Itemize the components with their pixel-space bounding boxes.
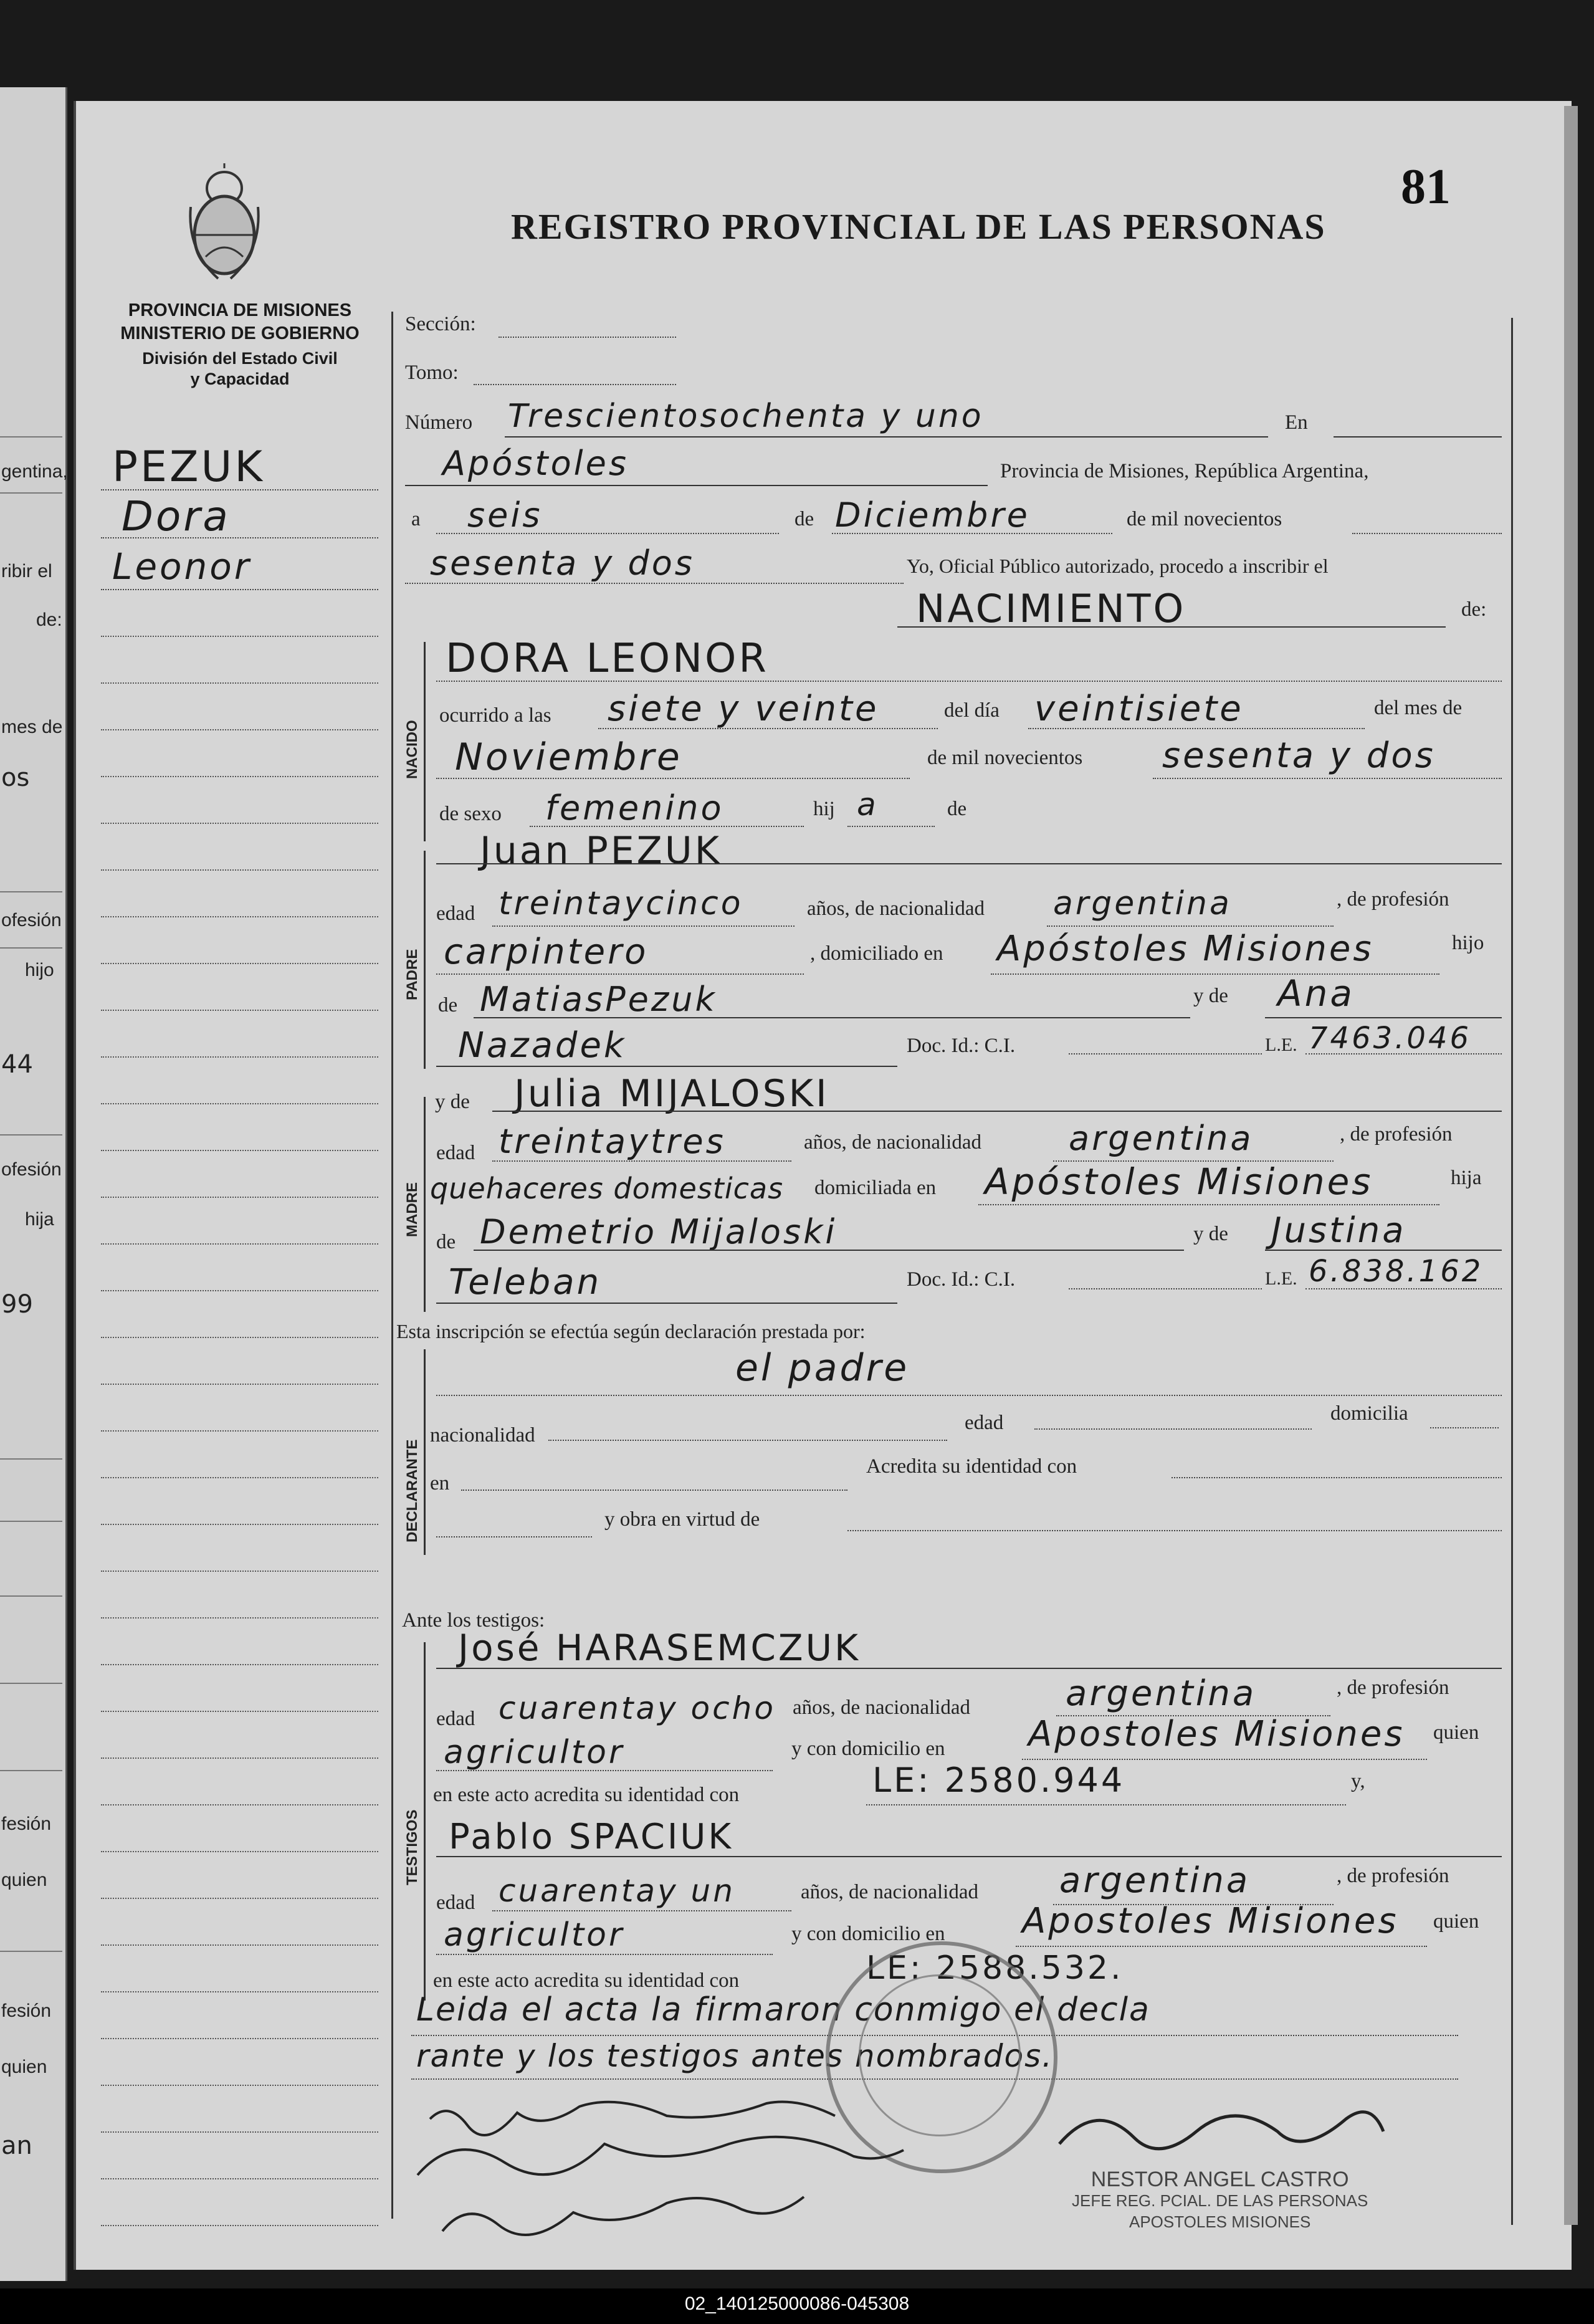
madre-padre-value: Demetrio Mijaloski [480,1212,838,1251]
form-left-border [391,312,393,2219]
stamp-officer-name: NESTOR ANGEL CASTRO [1091,2168,1349,2191]
madre-prof-value: quehaceres domesticas [430,1172,784,1205]
sexo-label: de sexo [439,803,502,825]
prev-page-text: quien [1,2057,47,2077]
t1-edad-value: cuarentay ocho [499,1690,776,1726]
provincia-label: Provincia de Misiones, República Argentina, [1000,460,1369,482]
division-name: División del Estado Civil [142,349,338,368]
prev-page-handwriting: 44 [1,1050,33,1079]
madre-madre-value: Justina [1271,1210,1406,1251]
padre-padre-value: MatiasPezuk [480,980,717,1019]
edad-declarante-label: edad [965,1412,1004,1434]
hora-value: siete y veinte [608,689,879,729]
sexo-value: femenino [545,788,724,828]
quien-t1-label: quien [1433,1721,1479,1744]
oficial-label: Yo, Oficial Público autorizado, procedo a inscribir el [907,555,1329,577]
padre-dom-value: Apóstoles Misiones [997,929,1374,969]
coat-of-arms-icon [187,163,262,288]
margin-surname: PEZUK [112,442,265,492]
madre-edad-value: treintaytres [499,1122,726,1161]
obra-label: y obra en virtud de [604,1508,760,1531]
edad-t2-label: edad [436,1891,475,1914]
en-label: En [1285,411,1308,434]
mes-value: Diciembre [835,495,1030,535]
nacido-section-bracket [424,642,426,841]
lugar-value: Apóstoles [442,444,629,483]
prev-page-handwriting: os [1,763,30,792]
del-dia-label: del día [944,699,1000,722]
madre-madre-apellido-value: Teleban [449,1262,602,1303]
padre-side-label: PADRE [404,949,421,1000]
t2-doc-value: LE: 2588.532. [866,1949,1124,1987]
prev-page-text: ofesión [1,1159,62,1180]
prev-page-text: fesión [1,1814,52,1834]
madre-section-bracket [424,1097,426,1312]
prev-page-text: hijo [25,960,54,980]
margin-first-name: Dora [122,492,231,540]
profesion-t2-label: , de profesión [1337,1865,1449,1887]
padre-prof-value: carpintero [444,932,649,972]
anios-t1-label: años, de nacionalidad [793,1696,970,1719]
doc-id-label: Doc. Id.: C.I. [907,1035,1016,1057]
stamp-officer-title: JEFE REG. PCIAL. DE LAS PERSONAS [1072,2191,1368,2210]
t1-prof-value: agricultor [444,1734,625,1771]
prev-page-text: de: [36,610,62,630]
t2-nac-value: argentina [1059,1860,1251,1901]
anio-nac-value: sesenta y dos [1162,735,1436,776]
dia-value: seis [467,495,543,535]
ocurrido-label: ocurrido a las [439,704,551,727]
prev-page-text: ribir el [1,561,52,581]
acredita-t1-label: en este acto acredita su identidad con [433,1784,740,1806]
anios-padre-label: años, de nacionalidad [807,897,985,920]
declarante-value: el padre [735,1346,910,1390]
testigos-side-label: TESTIGOS [404,1809,421,1885]
madre-side-label: MADRE [404,1182,421,1237]
mes-nac-value: Noviembre [455,735,682,779]
anios-t2-label: años, de nacionalidad [801,1881,978,1903]
declarante-section-bracket [424,1349,426,1555]
prev-page-text: quien [1,1870,47,1890]
form-right-border [1511,318,1513,2225]
dia-nac-value: veintisiete [1034,689,1244,729]
padre-nac-value: argentina [1053,885,1232,922]
hij-suffix-value: a [857,787,879,823]
prev-page-text: gentina, [1,461,68,482]
padre-le-value: 7463.046 [1309,1021,1472,1056]
de-mil-nac-label: de mil novecientos [927,747,1083,769]
ministry-name: MINISTERIO DE GOBIERNO [120,323,360,343]
madre-nombre-value: Julia MIJALOSKI [514,1072,829,1116]
del-mes-label: del mes de [1374,697,1463,719]
prev-page-text: fesión [1,2001,52,2021]
de-mil-label: de mil novecientos [1127,508,1282,530]
prev-page-text: hija [25,1209,54,1230]
numero-label: Número [405,411,473,434]
t1-dom-value: Apostoles Misiones [1028,1714,1405,1754]
de-colon-label: de: [1461,598,1487,621]
edad-padre-label: edad [436,902,475,925]
y-de-label: y de [1193,985,1228,1007]
numero-value: Trescientosochenta y uno [508,398,984,435]
domiciliado-label: , domiciliado en [810,942,943,965]
hij-label: hij [813,798,835,820]
image-caption: 02_140125000086-045308 [684,2293,910,2314]
prev-page-text: mes de [1,717,63,737]
padre-nombre-value: Juan PEZUK [480,829,722,873]
nacido-side-label: NACIDO [404,720,421,779]
margin-second-name: Leonor [112,545,252,588]
inscripcion-label: Esta inscripción se efectúa según declaración prestada por: [396,1320,866,1342]
declarante-side-label: DECLARANTE [404,1439,421,1542]
t2-dom-value: Apostoles Misiones [1022,1901,1399,1941]
en-declarante-label: en [430,1472,450,1494]
edad-t1-label: edad [436,1708,475,1730]
a-label: a [411,508,421,530]
testigos-section-bracket [424,1642,426,2001]
stamp-officer-location: APOSTOLES MISIONES [1129,2212,1311,2231]
quien-t2-label: quien [1433,1910,1479,1933]
madre-dom-value: Apóstoles Misiones [985,1160,1373,1203]
anios-madre-label: años, de nacionalidad [804,1131,981,1154]
prev-page-handwriting: 99 [1,1290,33,1319]
madre-nac-value: argentina [1069,1119,1254,1158]
acto-value: NACIMIENTO [916,586,1186,631]
acredita-label: Acredita su identidad con [866,1455,1077,1478]
tomo-label: Tomo: [405,361,459,384]
t1-doc-value: LE: 2580.944 [872,1761,1125,1800]
domicilio-t1-label: y con domicilio en [791,1738,945,1760]
anio-value: sesenta y dos [430,543,695,583]
le-madre-label: L.E. [1265,1268,1297,1289]
padre-section-bracket [424,851,426,1069]
doc-id-madre-label: Doc. Id.: C.I. [907,1268,1016,1291]
de-label: de [795,508,814,530]
padre-edad-value: treintaycinco [499,885,743,922]
de-padre-label: de [438,994,458,1016]
testigo1-value: José HARASEMCZUK [458,1627,861,1669]
madre-le-value: 6.838.162 [1309,1254,1484,1289]
domiciliada-label: domiciliada en [814,1177,937,1199]
closing-line-1: Leida el acta la firmaron conmigo el decla [416,1991,1150,2029]
province-name: PROVINCIA DE MISIONES [128,300,352,320]
t2-prof-value: agricultor [444,1916,625,1954]
profesion-t1-label: , de profesión [1337,1676,1449,1699]
t2-edad-value: cuarentay un [499,1873,735,1909]
officer-stamp [1072,2169,1368,2232]
nombre-nacido-value: DORA LEONOR [446,636,769,682]
prev-page-text: ofesión [1,910,62,930]
division-name-2: y Capacidad [190,370,290,388]
padre-madre-value: Ana [1277,972,1355,1015]
issuing-authority [100,300,380,389]
le-label: L.E. [1265,1035,1297,1055]
hijo-label: hijo [1452,932,1484,954]
seccion-label: Sección: [405,313,476,335]
edad-madre-label: edad [436,1142,475,1164]
y-comma-label: y, [1351,1770,1365,1792]
nacionalidad-label: nacionalidad [430,1424,535,1447]
prev-page-handwriting: an [1,2131,32,2160]
domicilio-t2-label: y con domicilio en [791,1923,945,1945]
de-madre-label: de [436,1231,456,1253]
profesion-padre-label: , de profesión [1337,888,1449,911]
y-de-madre2-label: y de [1193,1223,1228,1245]
domicilia-label: domicilia [1330,1402,1408,1425]
de-nacido-label: de [947,798,967,820]
profesion-madre-label: , de profesión [1340,1123,1453,1145]
testigos-label: Ante los testigos: [402,1609,545,1632]
hija-label: hija [1451,1167,1482,1189]
previous-page-edge [0,87,67,2281]
closing-line-2: rante y los testigos antes nombrados. [416,2038,1054,2074]
testigo2-value: Pablo SPACIUK [449,1817,734,1857]
padre-madre-apellido-value: Nazadek [458,1025,627,1066]
y-de-madre-label: y de [435,1091,470,1113]
t1-nac-value: argentina [1066,1673,1257,1714]
page-edge [1564,106,1578,2225]
acredita-t2-label: en este acto acredita su identidad con [433,1969,740,1992]
page-number: 81 [1401,160,1451,214]
register-title: REGISTRO PROVINCIAL DE LAS PERSONAS [511,206,1326,247]
